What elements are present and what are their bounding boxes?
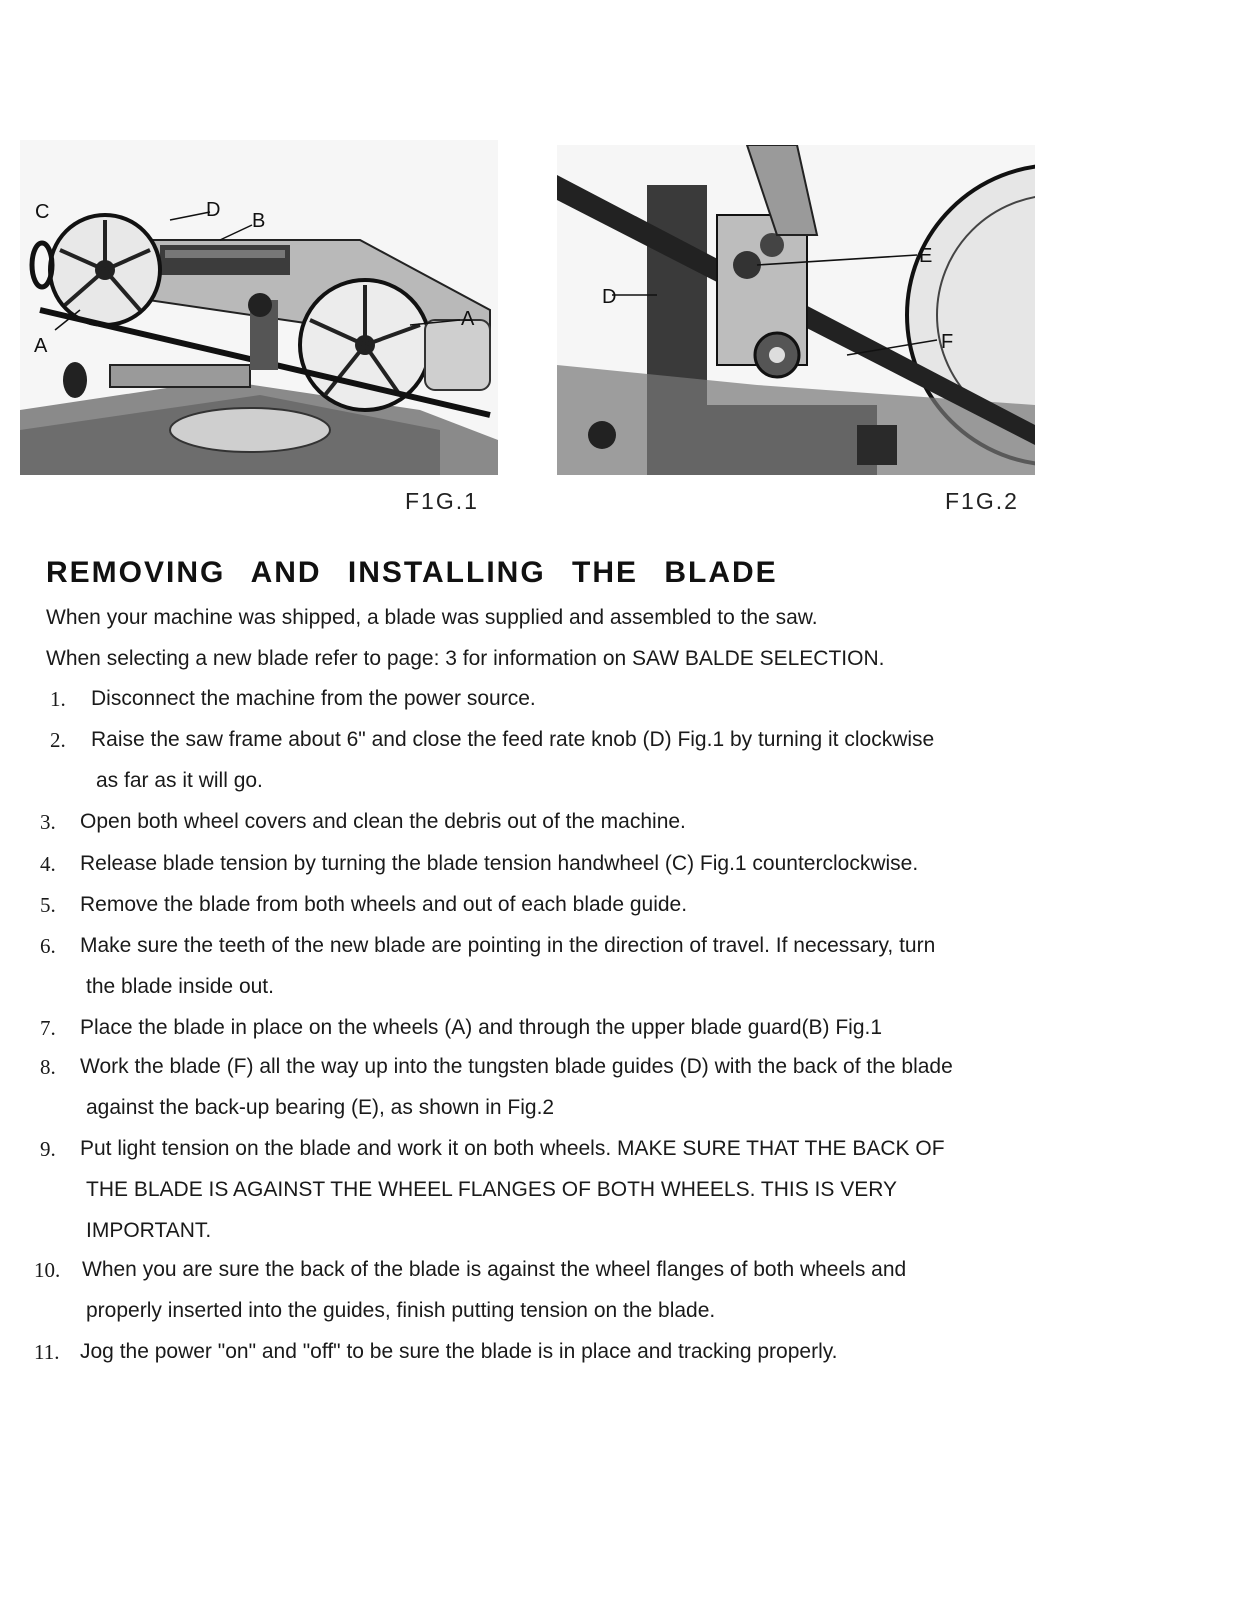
step-text-continued: the blade inside out. — [86, 975, 274, 998]
intro-paragraph-2: When selecting a new blade refer to page: 3 for information on SAW BALDE SELECTION. — [46, 647, 885, 670]
fig1-callout-a-left: A — [34, 335, 48, 357]
fig1-callout-c: C — [35, 201, 50, 223]
step-text: Work the blade (F) all the way up into the tungsten blade guides (D) with the back of the blade — [80, 1055, 953, 1078]
step-number: 6. — [40, 934, 56, 958]
step-text: Release blade tension by turning the blade tension handwheel (C) Fig.1 counterclockwise. — [80, 852, 919, 875]
step-number: 4. — [40, 852, 56, 876]
fig1-callout-b: B — [252, 210, 266, 232]
fig2-callout-f: F — [941, 331, 954, 353]
step-text: Disconnect the machine from the power source. — [91, 687, 536, 710]
step-number: 11. — [34, 1340, 60, 1364]
step-text-continued: against the back-up bearing (E), as shown in Fig.2 — [86, 1096, 555, 1119]
step-text: Jog the power "on" and "off" to be sure the blade is in place and tracking properly. — [80, 1340, 838, 1363]
section-title: REMOVING AND INSTALLING THE BLADE — [46, 556, 778, 589]
figure-1-illustration — [20, 140, 498, 475]
fig1-callout-d: D — [206, 199, 221, 221]
figure-2-caption: F1G.2 — [945, 488, 1019, 514]
step-number: 9. — [40, 1137, 56, 1161]
step-number: 5. — [40, 893, 56, 917]
figure-2-illustration — [557, 145, 1035, 475]
step-text: Remove the blade from both wheels and out of each blade guide. — [80, 893, 688, 916]
fig2-callout-d: D — [602, 286, 617, 308]
step-number: 3. — [40, 810, 56, 834]
intro-paragraph-1: When your machine was shipped, a blade was supplied and assembled to the saw. — [46, 606, 818, 629]
step-text: Raise the saw frame about 6" and close the feed rate knob (D) Fig.1 by turning it clockwise — [91, 728, 935, 751]
step-text-continued: properly inserted into the guides, finish putting tension on the blade. — [86, 1299, 716, 1322]
figure-2-blade-guide — [557, 145, 1035, 475]
fig1-callout-a-right: A — [461, 308, 475, 330]
step-number: 8. — [40, 1055, 56, 1079]
step-number: 2. — [50, 728, 66, 752]
step-text: Open both wheel covers and clean the debris out of the machine. — [80, 810, 686, 833]
step-text: Place the blade in place on the wheels (A) and through the upper blade guard(B) Fig.1 — [80, 1016, 883, 1039]
step-text: Make sure the teeth of the new blade are pointing in the direction of travel. If necessary, turn — [80, 934, 936, 957]
step-number: 1. — [50, 687, 66, 711]
step-text: Put light tension on the blade and work it on both wheels. MAKE SURE THAT THE BACK OF — [80, 1137, 945, 1160]
figure-1-caption: F1G.1 — [405, 488, 479, 514]
step-text: When you are sure the back of the blade is against the wheel flanges of both wheels and — [82, 1258, 907, 1281]
step-number: 10. — [34, 1258, 61, 1282]
fig2-callout-e: E — [919, 245, 933, 267]
step-text-continued: THE BLADE IS AGAINST THE WHEEL FLANGES OF BOTH WHEELS. THIS IS VERY — [86, 1178, 898, 1201]
step-text-continued: as far as it will go. — [96, 769, 263, 792]
step-text-continued: IMPORTANT. — [86, 1219, 212, 1242]
step-number: 7. — [40, 1016, 56, 1040]
figure-1-bandsaw-overview — [20, 140, 498, 475]
